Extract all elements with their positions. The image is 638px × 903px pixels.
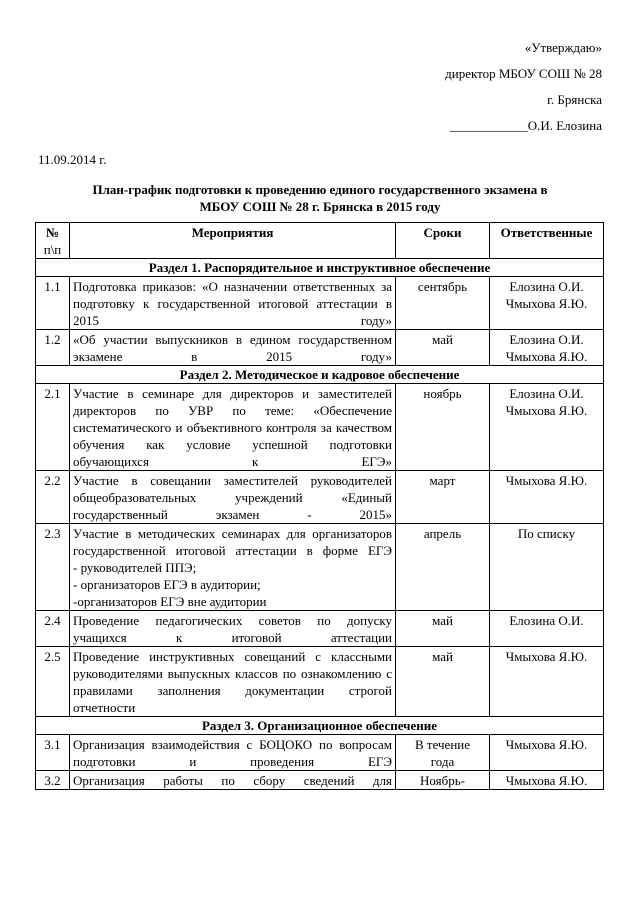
row-responsible: Елозина О.И. Чмыхова Я.Ю. (490, 384, 604, 471)
schedule-table (35, 222, 604, 790)
row-num: 2.2 (36, 471, 70, 524)
title-line-1: План-график подготовки к проведению единого государственного экзамена в (92, 182, 548, 197)
table-header-row (36, 223, 604, 259)
row-responsible: Чмыхова Я.Ю. (490, 771, 604, 790)
header-responsible: Ответственные (490, 223, 604, 259)
section-title: Раздел 3. Организационное обеспечение (36, 717, 604, 735)
row-term: май (396, 647, 490, 717)
table-row (36, 611, 604, 647)
row-event: Проведение инструктивных совещаний с классными руководителями выпускных классов по ознакомлению с правилами заполнения документации строгой отчетности (70, 647, 396, 717)
row-responsible: Чмыхова Я.Ю. (490, 471, 604, 524)
row-responsible: Чмыхова Я.Ю. (490, 647, 604, 717)
table-row (36, 384, 604, 471)
row-num: 2.3 (36, 524, 70, 611)
row-term: В течение года (396, 735, 490, 771)
row-term: апрель (396, 524, 490, 611)
row-term: март (396, 471, 490, 524)
row-responsible: Чмыхова Я.Ю. (490, 735, 604, 771)
header-event: Мероприятия (70, 223, 396, 259)
row-event: Участие в семинаре для директоров и заместителей директоров по УВР по теме: «Обеспечение систематического и объективного контроля за качеством обучения как условие успешной подготовки обучающихся к ЕГЭ» (70, 384, 396, 471)
approval-block (445, 40, 602, 144)
row-num: 1.1 (36, 277, 70, 330)
row-num: 3.2 (36, 771, 70, 790)
row-event: Организация взаимодействия с БОЦОКО по вопросам подготовки и проведения ЕГЭ (70, 735, 396, 771)
row-event: «Об участии выпускников в едином государственном экзамене в 2015 году» (70, 330, 396, 366)
approval-line-1: «Утверждаю» (524, 40, 602, 55)
header-num: № п\п (36, 223, 70, 259)
row-num: 1.2 (36, 330, 70, 366)
row-event: Организация работы по сбору сведений для (70, 771, 396, 790)
approval-line-3: г. Брянска (547, 92, 602, 107)
row-term: май (396, 611, 490, 647)
section-row (36, 366, 604, 384)
document-date: 11.09.2014 г. (38, 152, 107, 167)
section-title: Раздел 1. Распорядительное и инструктивное обеспечение (36, 259, 604, 277)
approval-line-2: директор МБОУ СОШ № 28 (445, 66, 602, 81)
row-event: Участие в совещании заместителей руководителей общеобразовательных учреждений «Единый государственный экзамен - 2015» (70, 471, 396, 524)
document-title (38, 181, 602, 215)
row-num: 2.4 (36, 611, 70, 647)
row-term: сентябрь (396, 277, 490, 330)
row-responsible: Елозина О.И. Чмыхова Я.Ю. (490, 277, 604, 330)
row-num: 2.1 (36, 384, 70, 471)
table-row (36, 277, 604, 330)
table-row (36, 330, 604, 366)
table-row (36, 771, 604, 790)
section-row (36, 717, 604, 735)
row-responsible: По списку (490, 524, 604, 611)
title-line-2: МБОУ СОШ № 28 г. Брянска в 2015 году (199, 199, 441, 214)
row-responsible: Елозина О.И. (490, 611, 604, 647)
row-num: 3.1 (36, 735, 70, 771)
section-row (36, 259, 604, 277)
row-term: Ноябрь- (396, 771, 490, 790)
approval-line-4: ____________О.И. Елозина (449, 118, 602, 133)
row-term: май (396, 330, 490, 366)
table-row (36, 524, 604, 611)
section-title: Раздел 2. Методическое и кадровое обеспечение (36, 366, 604, 384)
table-row (36, 471, 604, 524)
row-event: Проведение педагогических советов по допуску учащихся к итоговой аттестации (70, 611, 396, 647)
row-event: Участие в методических семинарах для организаторов государственной итоговой аттестации в форме ЕГЭ - руководителей ППЭ; - организаторов ЕГЭ в аудитории; -организаторов ЕГЭ вне аудитории (70, 524, 396, 611)
table-row (36, 735, 604, 771)
row-event: Подготовка приказов: «О назначении ответственных за подготовку к государственной итоговой аттестации в 2015 году» (70, 277, 396, 330)
row-term: ноябрь (396, 384, 490, 471)
header-term: Сроки (396, 223, 490, 259)
row-responsible: Елозина О.И. Чмыхова Я.Ю. (490, 330, 604, 366)
table-row (36, 647, 604, 717)
row-num: 2.5 (36, 647, 70, 717)
